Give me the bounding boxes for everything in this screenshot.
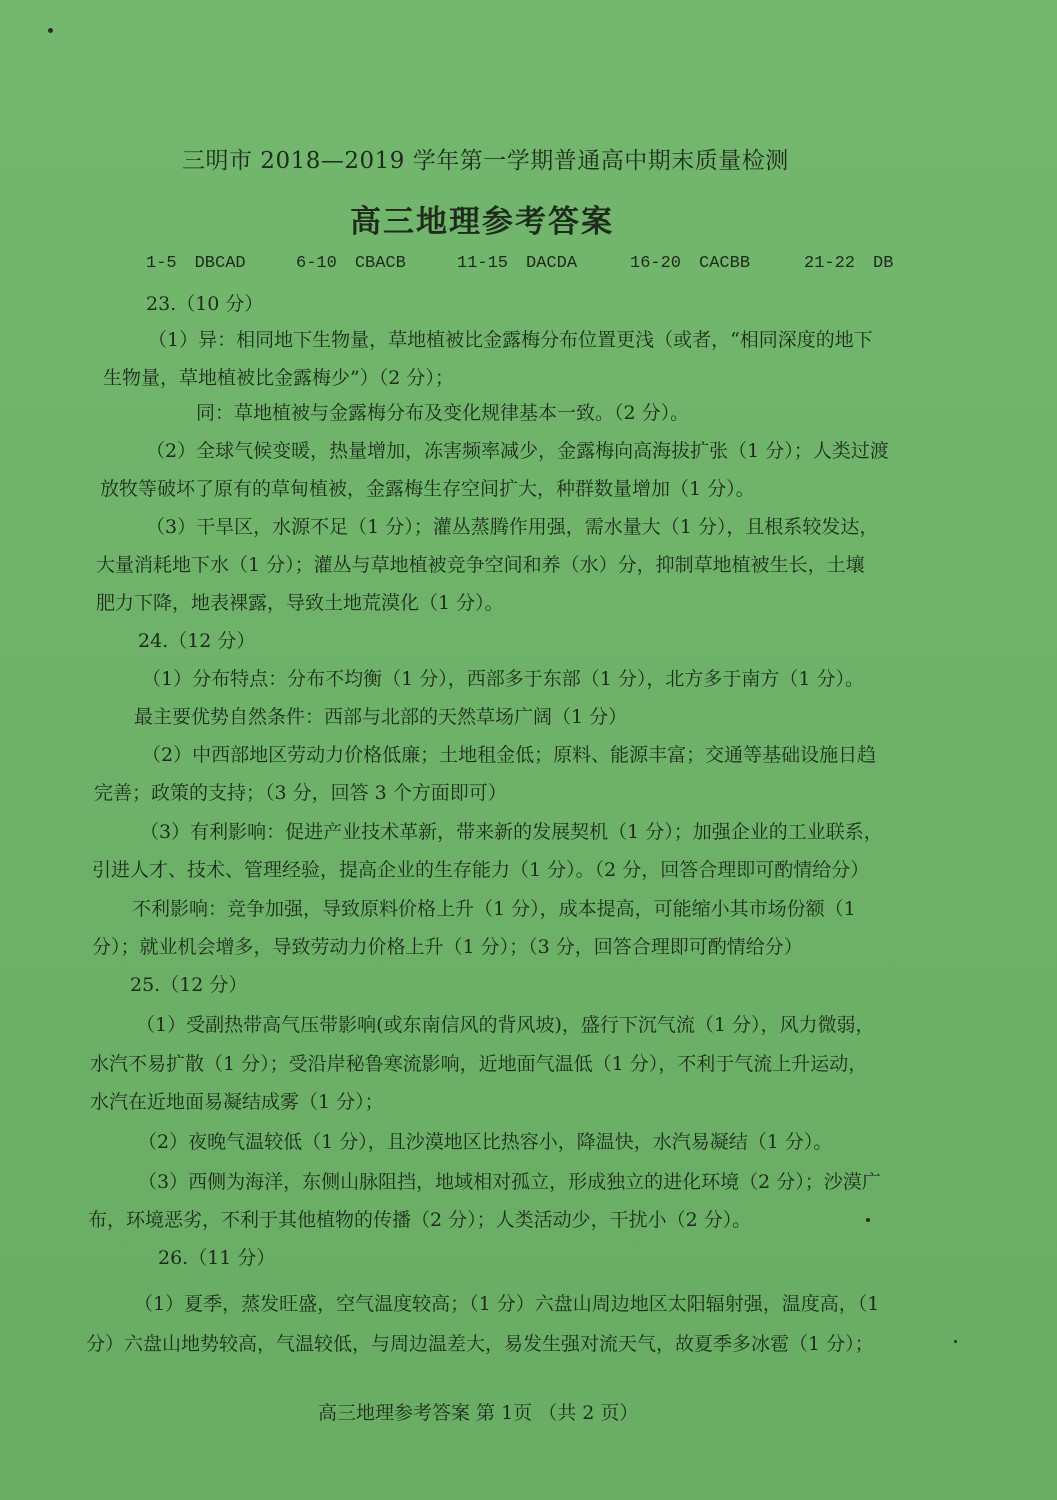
answer-line: 分）；就业机会增多，导致劳动力价格上升（1 分）；（3 分，回答合理即可酌情给分） <box>92 936 803 958</box>
question-heading: 24.（12 分） <box>138 630 256 652</box>
answer-group <box>630 254 750 273</box>
answer-line: （2）夜晚气温较低（1 分），且沙漠地区比热容小，降温快，水汽易凝结（1 分）。 <box>138 1131 833 1153</box>
answer-group <box>804 254 893 273</box>
answer-line: 最主要优势自然条件：西部与北部的天然草场广阔（1 分） <box>134 706 628 728</box>
question-range: 1-5 <box>146 254 177 273</box>
answer-line: 水汽在近地面易凝结成雾（1 分）； <box>90 1091 384 1113</box>
answer-line: 大量消耗地下水（1 分）；灌丛与草地植被竞争空间和养（水）分，抑制草地植被生长，土壤 <box>96 554 865 576</box>
answer-letters: DACDA <box>526 254 578 273</box>
question-range: 11-15 <box>457 254 509 273</box>
answer-line: 不利影响：竞争加强，导致原料价格上升（1 分），成本提高，可能缩小其市场份额（1 <box>132 898 856 920</box>
answer-line: 生物量，草地植被比金露梅少”）（2 分）； <box>103 367 454 389</box>
question-heading: 26.（11 分） <box>158 1247 276 1269</box>
answer-letters: CACBB <box>699 254 751 273</box>
speck-mark <box>48 28 53 33</box>
answer-line: 布，环境恶劣，不利于其他植物的传播（2 分）；人类活动少，干扰小（2 分）。 <box>88 1209 752 1231</box>
answer-line: （1）分布特点：分布不均衡（1 分），西部多于东部（1 分），北方多于南方（1 分）。 <box>142 668 864 690</box>
question-range: 16-20 <box>630 254 682 273</box>
answer-line: （3）有利影响：促进产业技术革新，带来新的发展契机（1 分）；加强企业的工业联系， <box>140 821 883 843</box>
answer-line: 肥力下降，地表裸露，导致土地荒漠化（1 分）。 <box>96 592 504 614</box>
speck-mark <box>954 1340 957 1343</box>
answer-line: （2）全球气候变暖，热量增加，冻害频率减少，金露梅向高海拔扩张（1 分）；人类过渡 <box>146 440 889 462</box>
answer-line: （1）受副热带高气压带影响(或东南信风的背风坡)，盛行下沉气流（1 分），风力微弱， <box>136 1014 875 1036</box>
answer-letters: DB <box>873 254 894 273</box>
speck-mark <box>866 1218 870 1222</box>
answer-letters: CBACB <box>354 254 406 273</box>
answer-line: （3）西侧为海洋，东侧山脉阻挡，地域相对孤立，形成独立的进化环境（2 分）；沙漠广 <box>138 1171 881 1193</box>
answer-line: （1）异：相同地下生物量，草地植被比金露梅分布位置更浅（或者，“相同深度的地下 <box>148 329 873 351</box>
answer-line: （2）中西部地区劳动力价格低廉；土地租金低；原料、能源丰富；交通等基础设施日趋 <box>142 744 877 766</box>
question-heading: 25.（12 分） <box>130 974 248 996</box>
answer-line: 放牧等破坏了原有的草甸植被，金露梅生存空间扩大，种群数量增加（1 分）。 <box>100 478 755 500</box>
question-range: 6-10 <box>296 254 337 273</box>
question-heading: 23.（10 分） <box>146 293 264 315</box>
answer-group <box>457 254 577 273</box>
exam-title: 三明市 2018—2019 学年第一学期普通高中期末质量检测 <box>182 148 789 174</box>
answer-line: 完善；政策的支持；（3 分，回答 3 个方面即可） <box>94 782 507 804</box>
answer-line: 分）六盘山地势较高，气温较低，与周边温差大，易发生强对流天气，故夏季多冰雹（1 分）； <box>86 1333 874 1355</box>
answer-line: 同：草地植被与金露梅分布及变化规律基本一致。（2 分）。 <box>196 402 690 424</box>
answer-line: （3）干旱区，水源不足（1 分）；灌丛蒸腾作用强，需水量大（1 分），且根系较发达， <box>146 516 879 538</box>
question-range: 21-22 <box>804 254 856 273</box>
answer-line: 引进人才、技术、管理经验，提高企业的生存能力（1 分）。（2 分，回答合理即可酌情给分） <box>92 859 870 881</box>
answer-group <box>146 254 246 273</box>
answer-line: 水汽不易扩散（1 分）；受沿岸秘鲁寒流影响，近地面气温低（1 分），不利于气流上升运动， <box>90 1053 868 1075</box>
answer-line: （1）夏季，蒸发旺盛，空气温度较高；（1 分）六盘山周边地区太阳辐射强，温度高，（1 <box>134 1293 880 1315</box>
page-title: 高三地理参考答案 <box>350 204 614 240</box>
answer-group <box>296 254 406 273</box>
answer-letters: DBCAD <box>194 254 246 273</box>
page-footer: 高三地理参考答案 第 1页 （共 2 页） <box>318 1402 639 1424</box>
